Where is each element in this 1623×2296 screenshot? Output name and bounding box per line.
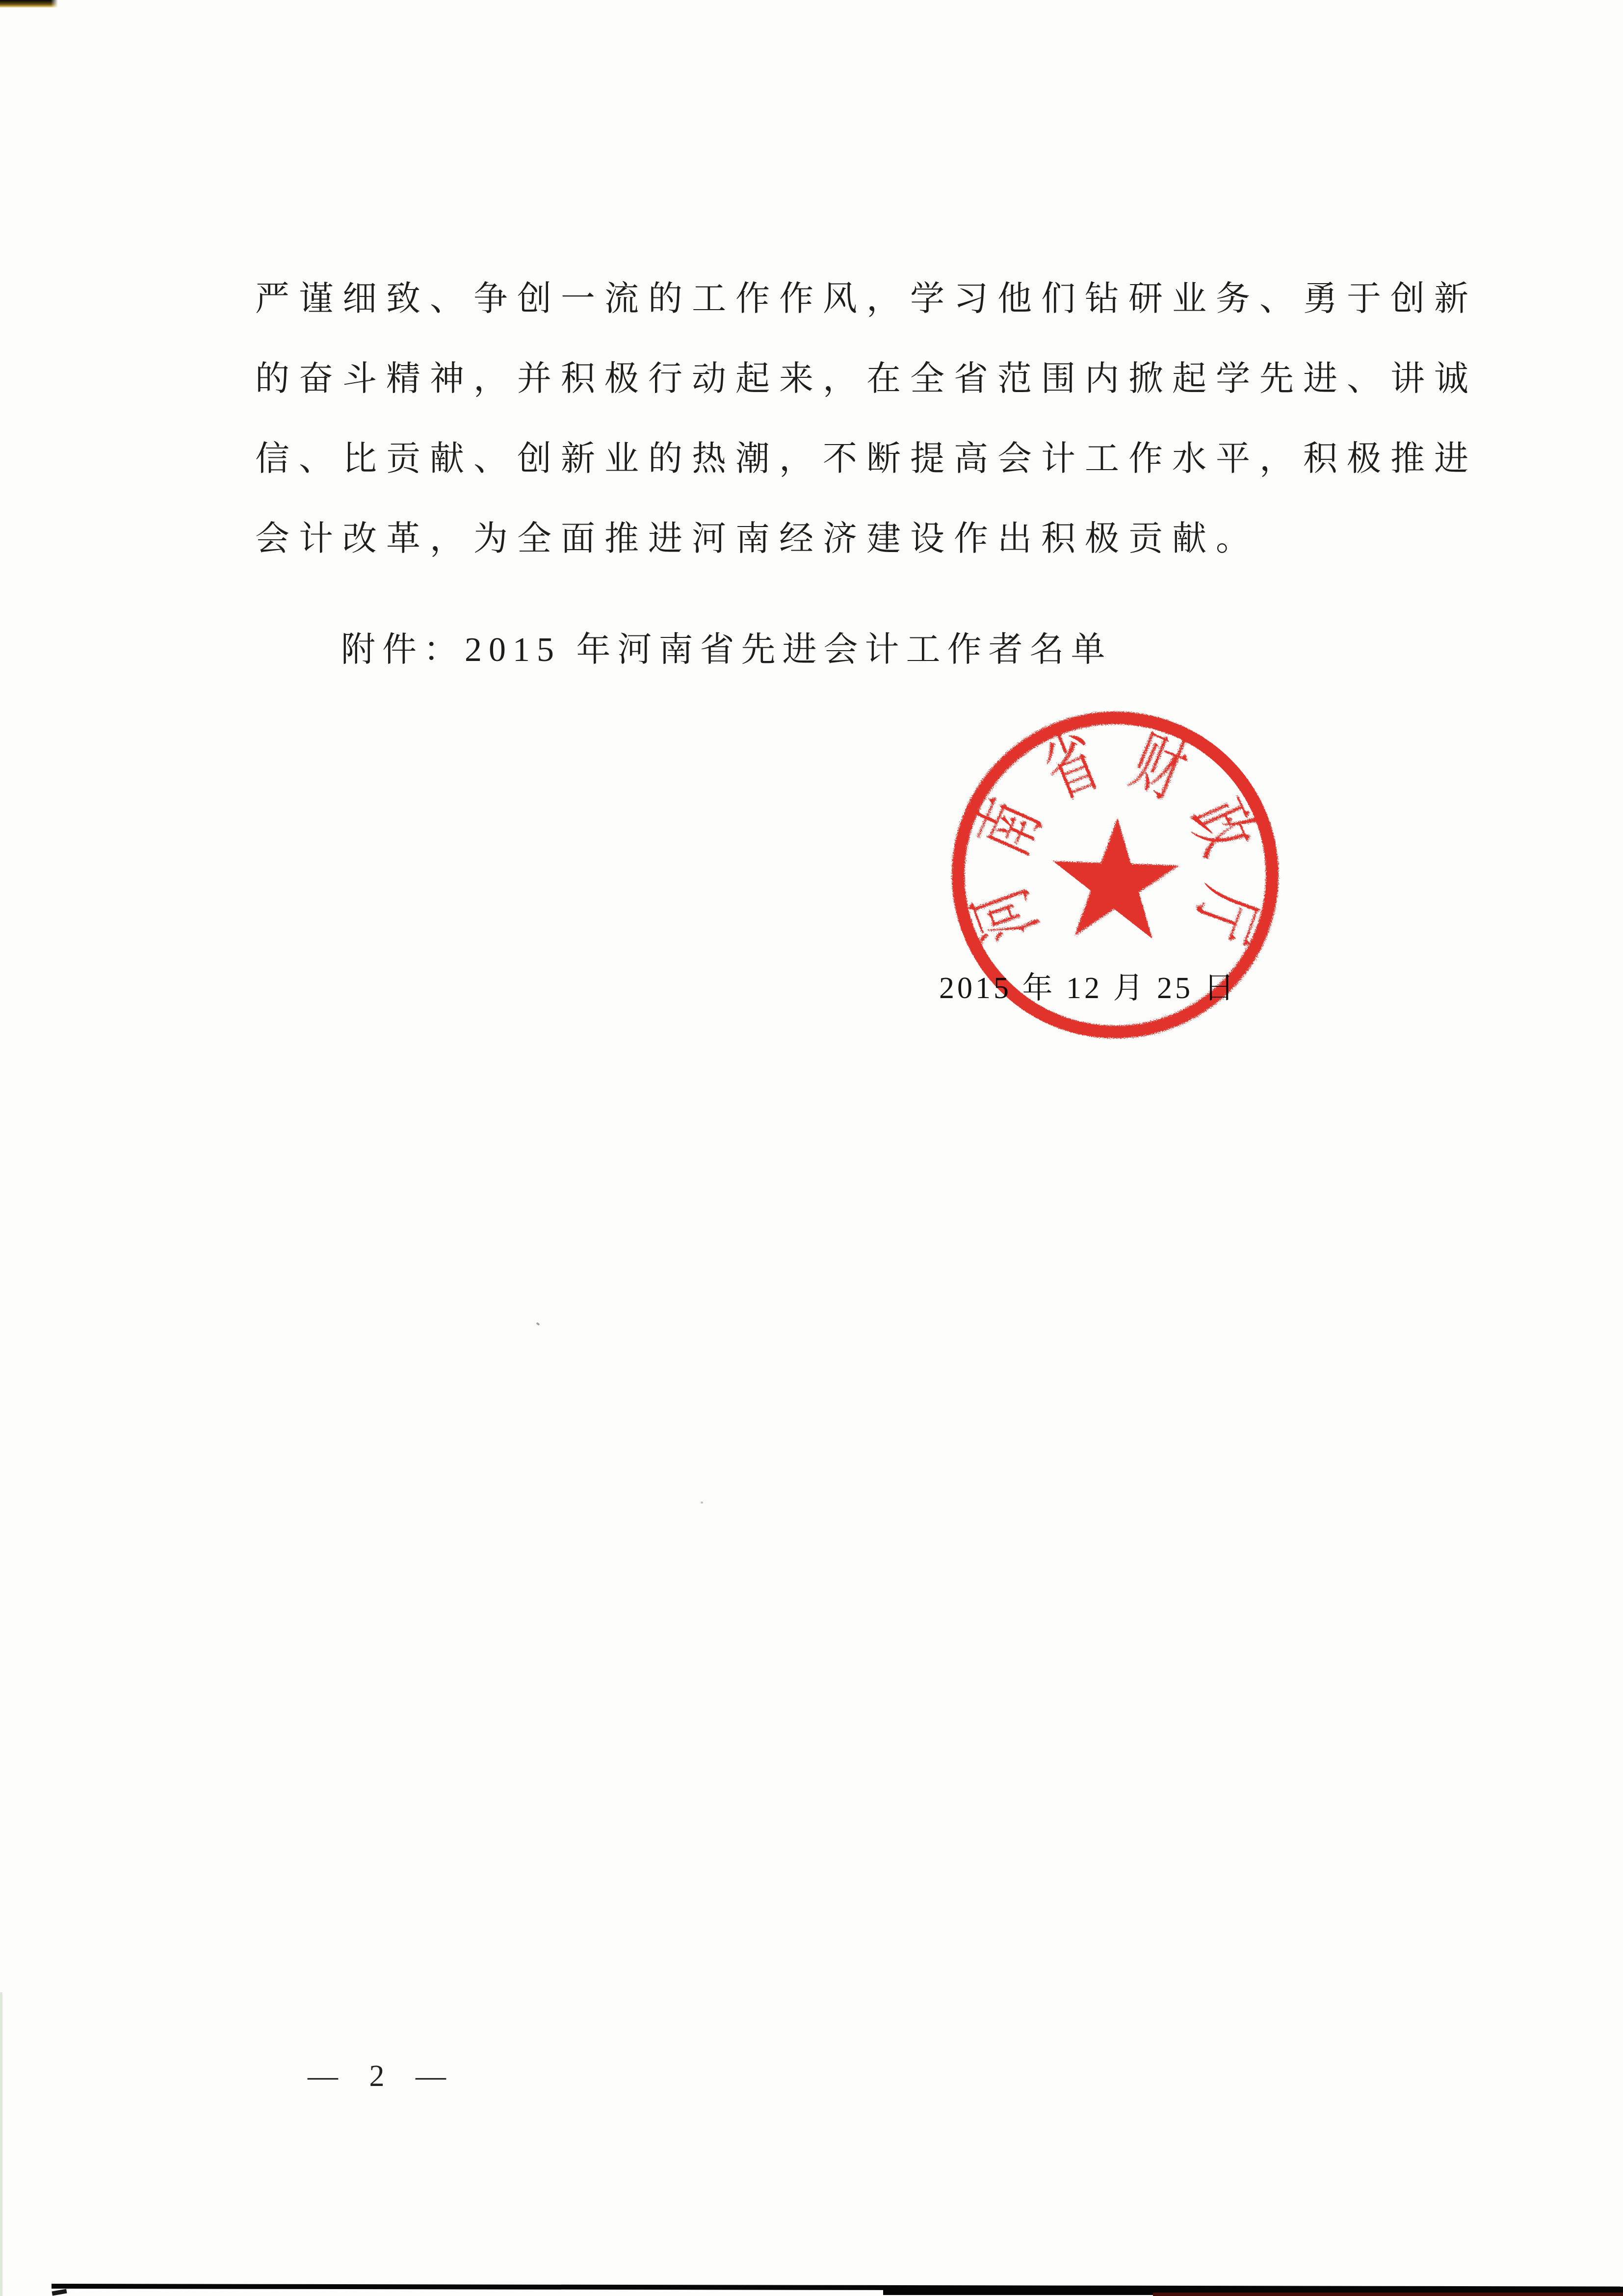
star-icon bbox=[1050, 816, 1180, 940]
scan-artifact-bottom-edge bbox=[52, 2284, 1623, 2292]
scan-artifact-bottom-edge-thick bbox=[883, 2287, 1623, 2295]
scan-artifact-bottom-tick bbox=[52, 2289, 67, 2296]
seal-char: 河 bbox=[960, 878, 1051, 951]
scan-artifact-top-left bbox=[0, 0, 58, 8]
body-text-line: 严谨细致、争创一流的工作作风，学习他们钻研业务、勇于创新 bbox=[255, 280, 1478, 318]
seal-char: 政 bbox=[1175, 789, 1268, 866]
scan-artifact-bottom-maroon bbox=[1153, 2293, 1623, 2296]
body-text-line: 会计改革，为全面推进河南经济建设作出积极贡献。 bbox=[255, 520, 1259, 558]
scan-artifact-left-strip bbox=[0, 1992, 2, 2296]
issue-date: 2015 年 12 月 25 日 bbox=[939, 972, 1237, 1005]
official-seal bbox=[934, 693, 1297, 1056]
body-text-line: 的奋斗精神，并积极行动起来，在全省范围内掀起学先进、讲诚 bbox=[255, 360, 1478, 398]
scan-noise-speck bbox=[536, 1322, 540, 1325]
page-number: — 2 — bbox=[308, 2059, 458, 2093]
seal-char: 省 bbox=[1034, 721, 1109, 813]
seal-char: 财 bbox=[1121, 721, 1197, 813]
body-text-line: 信、比贡献、创新业的热潮，不断提高会计工作水平，积极推进 bbox=[255, 440, 1478, 478]
scan-noise-speck bbox=[701, 1502, 703, 1504]
seal-char: 南 bbox=[963, 789, 1055, 866]
attachment-reference-line: 附件：2015 年河南省先进会计工作者名单 bbox=[341, 631, 1112, 669]
seal-char: 厅 bbox=[1179, 878, 1270, 951]
